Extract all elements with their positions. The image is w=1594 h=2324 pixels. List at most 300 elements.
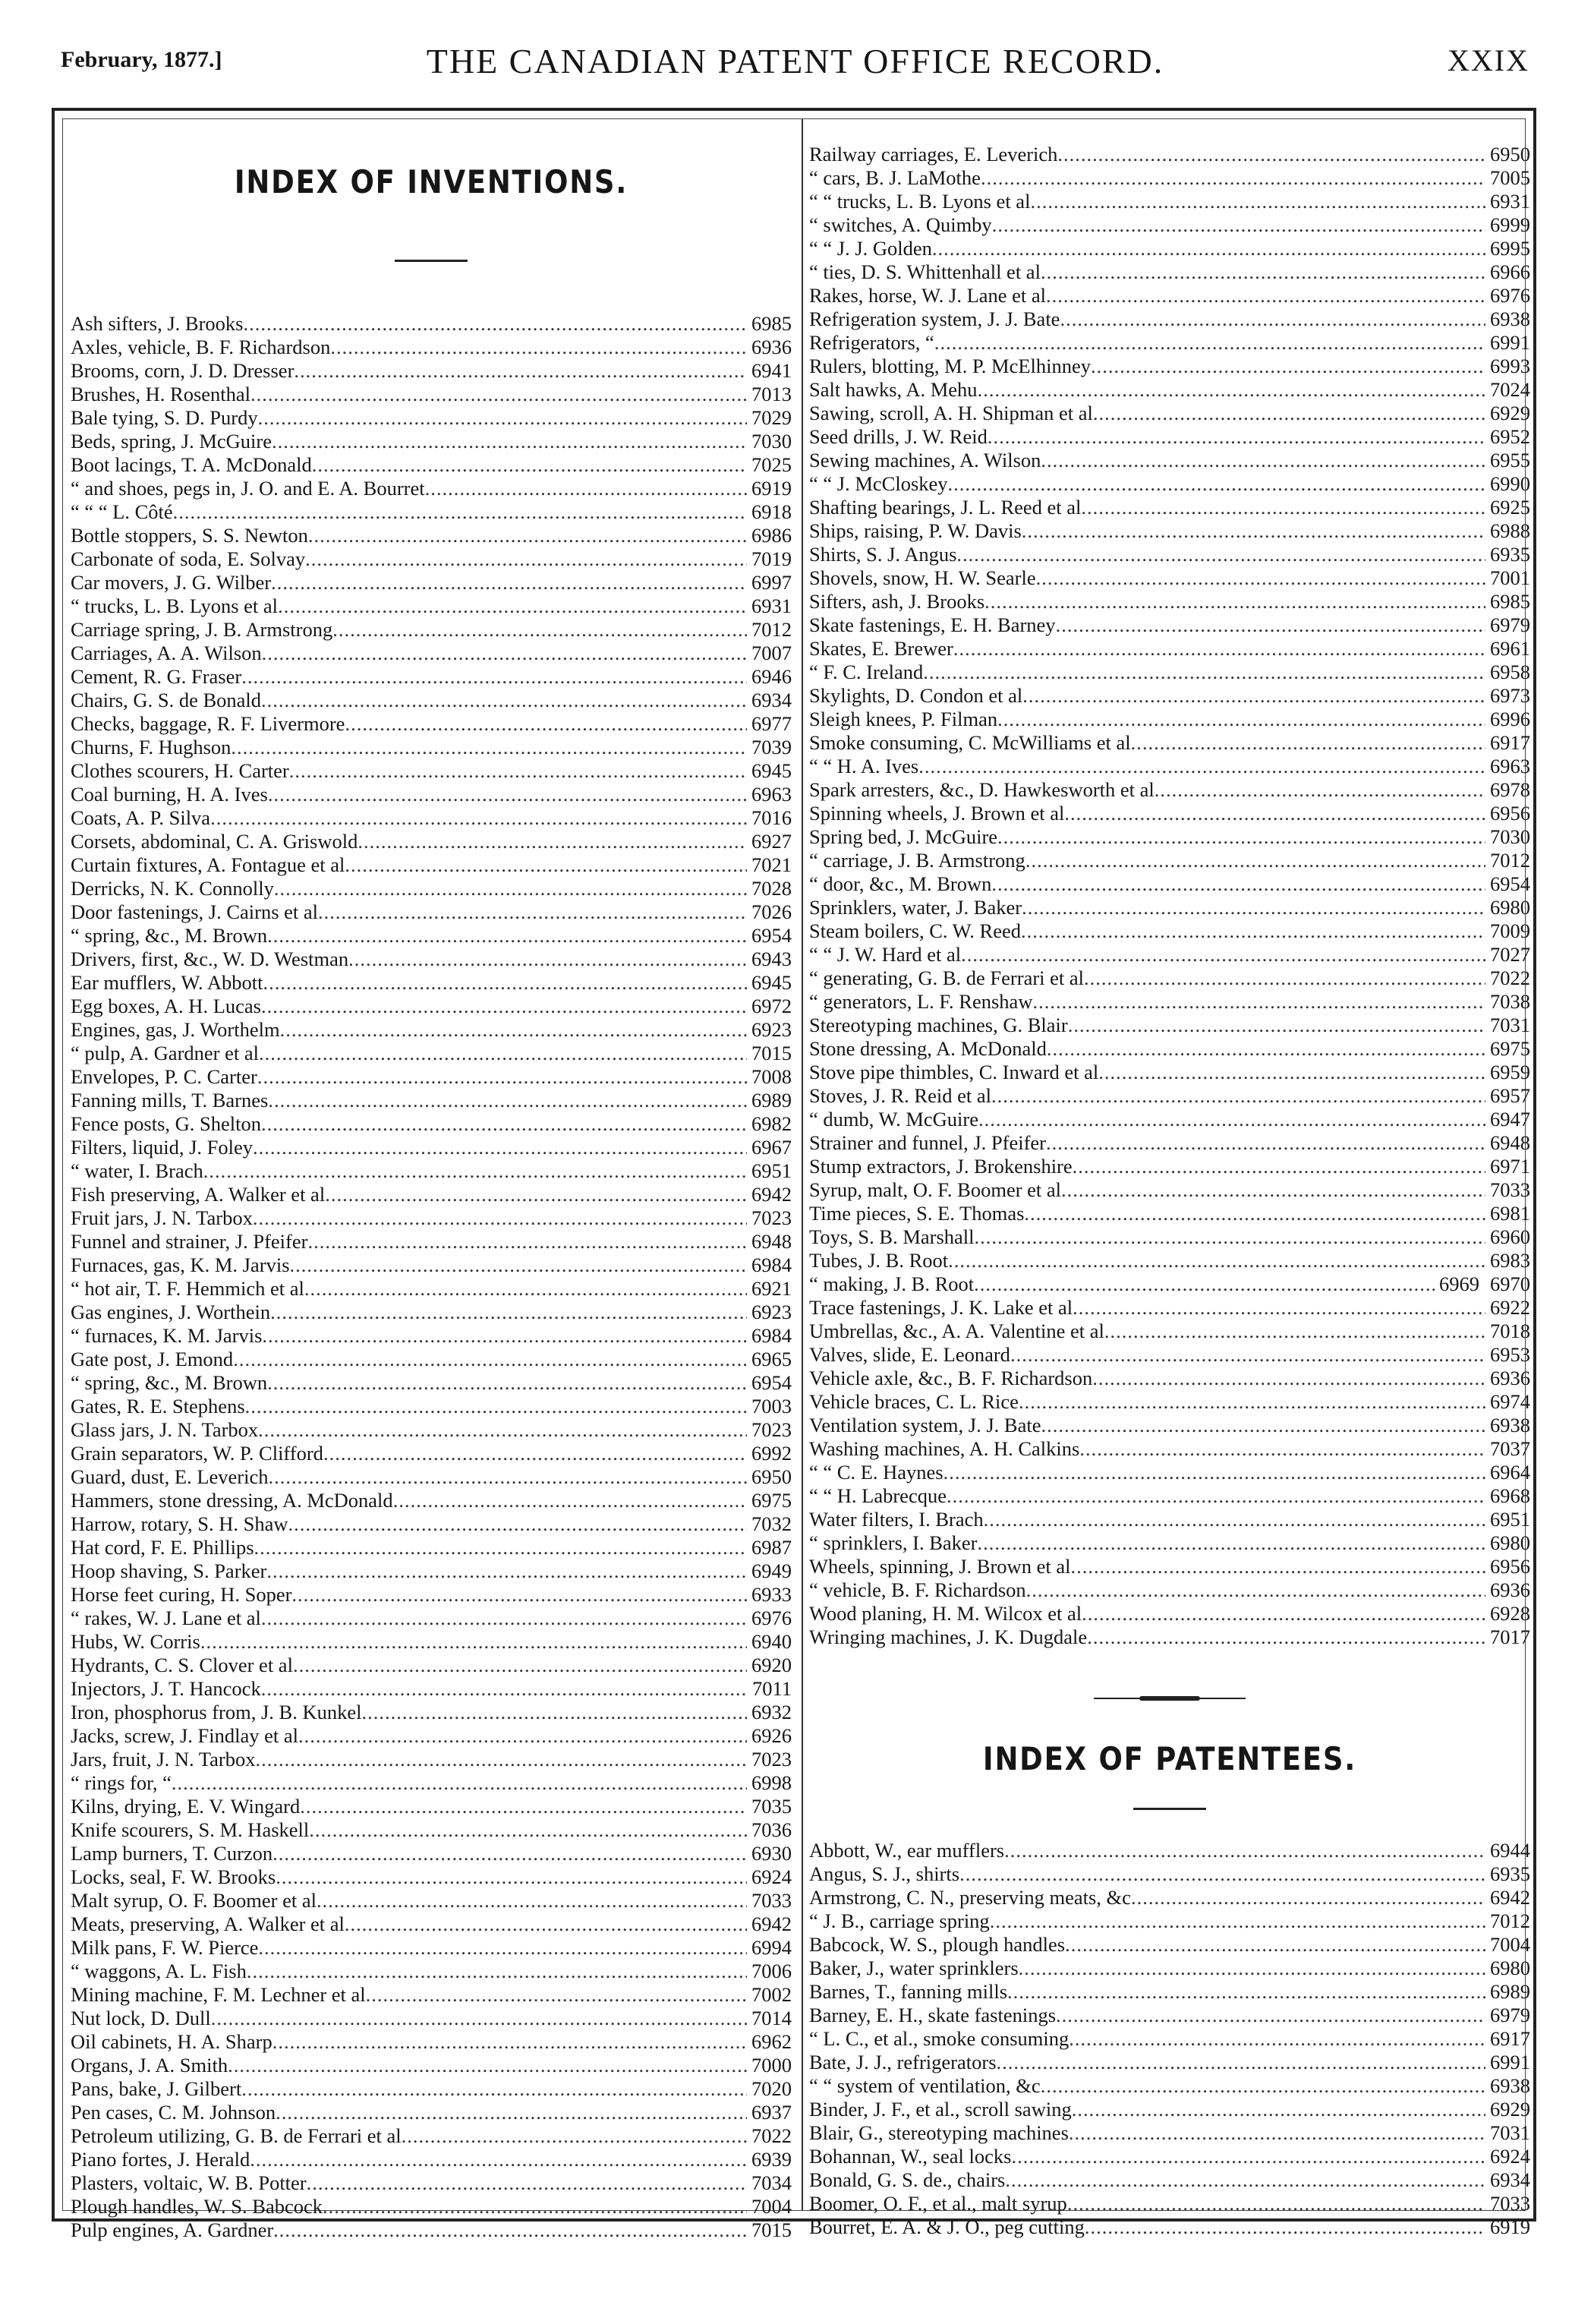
- entry-number: 7005: [1490, 166, 1530, 189]
- dot-leader: [272, 2030, 747, 2054]
- index-entry: [71, 1701, 792, 1724]
- entry-number: 7011: [751, 1677, 792, 1700]
- entry-text: Grain separators, W. P. Clifford: [71, 1442, 323, 1465]
- dot-leader: [269, 1465, 748, 1489]
- index-entry: [809, 2074, 1530, 2098]
- entry-number: 6994: [751, 1936, 792, 1959]
- entry-text: Strainer and funnel, J. Pfeifer: [809, 1131, 1047, 1154]
- dot-leader: [261, 1607, 747, 1630]
- entry-text: Water filters, I. Brach: [809, 1508, 984, 1531]
- dot-leader: [1019, 1390, 1485, 1414]
- index-entry: [809, 919, 1530, 943]
- index-entry: [71, 1089, 792, 1112]
- dot-leader: [1041, 1414, 1485, 1437]
- dot-leader: [1082, 1602, 1485, 1626]
- index-entry: [71, 1960, 792, 1983]
- index-entry: [809, 1862, 1530, 1886]
- dot-leader: [984, 1508, 1485, 1531]
- index-entry: [809, 1037, 1530, 1061]
- dot-leader: [261, 995, 747, 1018]
- entry-number: 7025: [751, 453, 792, 476]
- entry-text: “ “ J. McCloskey: [809, 472, 948, 495]
- dot-leader: [1098, 1061, 1485, 1084]
- index-entry: [809, 1531, 1530, 1555]
- entry-number: 6955: [1490, 449, 1530, 471]
- dot-leader: [345, 712, 747, 736]
- entry-number: 7013: [751, 383, 792, 405]
- entry-number: 6934: [1490, 2168, 1530, 2191]
- entry-number: 6949: [751, 1559, 792, 1582]
- entry-text: Clothes scourers, H. Carter: [71, 759, 289, 782]
- entry-number: 7023: [751, 1418, 792, 1441]
- index-entry: [809, 543, 1530, 566]
- entry-text: Axles, vehicle, B. F. Richardson: [71, 336, 331, 358]
- index-entry: [809, 802, 1530, 825]
- index-entry: [809, 613, 1530, 637]
- dot-leader: [233, 1348, 747, 1371]
- entry-text: Pen cases, C. M. Johnson: [71, 2101, 276, 2124]
- index-entry: [71, 430, 792, 453]
- entry-text: Fruit jars, J. N. Tarbox: [71, 1206, 253, 1229]
- dot-leader: [288, 1512, 747, 1536]
- entry-text: Spark arresters, &c., D. Hawkesworth et al: [809, 778, 1155, 801]
- entry-text: “ pulp, A. Gardner et al: [71, 1042, 259, 1064]
- index-entry: [71, 1465, 792, 1489]
- entry-text: “ rings for, “: [71, 1771, 172, 1794]
- entry-number: 6986: [751, 524, 792, 547]
- entry-number: 7038: [1490, 990, 1530, 1013]
- index-entry: [71, 359, 792, 383]
- index-entry: [809, 331, 1530, 355]
- index-entry: [809, 1272, 1530, 1296]
- index-entry: [71, 594, 792, 618]
- index-entry: [71, 642, 792, 665]
- index-entry: [809, 2004, 1530, 2027]
- dot-leader: [308, 524, 747, 547]
- index-entry: [71, 1512, 792, 1536]
- dot-leader: [1046, 284, 1485, 307]
- entry-number: 6974: [1490, 1390, 1530, 1413]
- index-entry: [809, 1980, 1530, 2004]
- entry-number: 6935: [1490, 1862, 1530, 1885]
- entry-number: 7030: [751, 430, 792, 453]
- entry-text: Carriages, A. A. Wilson: [71, 642, 262, 664]
- dot-leader: [307, 1230, 747, 1253]
- index-entry: [809, 1202, 1530, 1225]
- index-entry: [809, 1909, 1530, 1933]
- index-entry: [71, 477, 792, 500]
- entry-text: Bale tying, S. D. Purdy: [71, 406, 258, 429]
- dot-leader: [1131, 1886, 1485, 1909]
- entry-text: Umbrellas, &c., A. A. Valentine et al: [809, 1320, 1104, 1342]
- dot-leader: [988, 425, 1485, 449]
- entry-text: Iron, phosphorus from, J. B. Kunkel: [71, 1701, 362, 1723]
- index-entry: [809, 1390, 1530, 1414]
- index-entry: [71, 689, 792, 712]
- entry-number: 6998: [751, 1771, 792, 1794]
- header-title: THE CANADIAN PATENT OFFICE RECORD.: [426, 42, 1164, 80]
- index-entry: [809, 2098, 1530, 2121]
- entry-number: 6953: [1490, 1343, 1530, 1366]
- dot-leader: [290, 1253, 747, 1277]
- index-entry: [809, 778, 1530, 802]
- index-entry: [809, 2027, 1530, 2051]
- dot-leader: [1072, 2098, 1485, 2121]
- index-entry: [809, 1578, 1530, 1602]
- entry-number: 7031: [1490, 1014, 1530, 1036]
- index-entry: [809, 2168, 1530, 2192]
- entry-number: 6944: [1490, 1839, 1530, 1862]
- dot-leader: [268, 783, 747, 806]
- dot-leader: [959, 1862, 1485, 1886]
- entry-text: Petroleum utilizing, G. B. de Ferrari et al: [71, 2124, 402, 2147]
- entry-text: “ trucks, L. B. Lyons et al: [71, 594, 279, 617]
- entry-number: 6929: [1490, 402, 1530, 424]
- dot-leader: [203, 1159, 747, 1183]
- index-entry: [71, 1654, 792, 1677]
- index-entry: [71, 1889, 792, 1912]
- index-entry: [71, 2030, 792, 2054]
- index-entry: [809, 2192, 1530, 2215]
- entry-text: “ “ trucks, L. B. Lyons et al: [809, 190, 1031, 213]
- index-entry: [71, 1607, 792, 1630]
- entry-text: Drivers, first, &c., W. D. Westman: [71, 948, 349, 970]
- dot-leader: [1061, 1178, 1485, 1202]
- entry-number: 6937: [751, 2101, 792, 2124]
- dot-leader: [978, 1531, 1486, 1555]
- entry-number: 7035: [751, 1795, 792, 1818]
- dot-leader: [312, 453, 747, 477]
- entry-text: Sprinklers, water, J. Baker: [809, 896, 1022, 919]
- page-frame: [52, 108, 1536, 2241]
- index-entry: [809, 2121, 1530, 2145]
- entry-text: “ door, &c., M. Brown: [809, 872, 992, 895]
- entry-number: 7023: [751, 1748, 792, 1771]
- entry-text: Rulers, blotting, M. P. McElhinney: [809, 355, 1091, 377]
- entry-number: 6923: [751, 1018, 792, 1041]
- entry-number: 6934: [751, 689, 792, 711]
- patentees-title: INDEX OF PATENTEES.: [982, 1740, 1357, 1777]
- entry-number: 6954: [751, 924, 792, 947]
- page-frame-inner: [62, 118, 1530, 2241]
- entry-text: Knife scourers, S. M. Haskell: [71, 1818, 310, 1841]
- entry-number: 7032: [751, 1512, 792, 1535]
- dot-leader: [280, 1018, 747, 1042]
- entry-number: 6936: [1490, 1578, 1530, 1601]
- index-entry: [809, 1061, 1530, 1084]
- entry-text: “ switches, A. Quimby: [809, 213, 992, 236]
- entry-number: 7015: [751, 1042, 792, 1064]
- entry-text: Shirts, S. J. Angus: [809, 543, 957, 566]
- dot-leader: [259, 1042, 747, 1065]
- index-entry: [71, 1583, 792, 1607]
- dot-leader: [1092, 1367, 1485, 1390]
- entry-number: 6975: [751, 1489, 792, 1512]
- index-entry: [71, 665, 792, 689]
- entry-number: 6980: [1490, 896, 1530, 919]
- dot-leader: [1068, 1014, 1485, 1037]
- entry-number: 6938: [1490, 1414, 1530, 1436]
- dot-leader: [992, 213, 1485, 237]
- index-entry: [71, 1442, 792, 1465]
- dot-leader: [253, 1136, 747, 1159]
- dot-leader: [1079, 1437, 1485, 1461]
- entry-text: Sewing machines, A. Wilson: [809, 449, 1041, 471]
- dot-leader: [981, 166, 1485, 190]
- dot-leader: [997, 2051, 1485, 2074]
- entry-text: Wood planing, H. M. Wilcox et al: [809, 1602, 1082, 1625]
- entry-text: Time pieces, S. E. Thomas: [809, 1202, 1025, 1225]
- entry-number: 7033: [1490, 1178, 1530, 1201]
- entry-number: 7021: [751, 853, 792, 876]
- entry-text: Smoke consuming, C. McWilliams et al: [809, 731, 1131, 754]
- dot-leader: [266, 1559, 747, 1583]
- index-entry: [71, 618, 792, 642]
- index-entry: [71, 1842, 792, 1865]
- entry-number: 7012: [1490, 849, 1530, 872]
- dot-leader: [241, 2077, 747, 2101]
- dot-leader: [257, 1065, 747, 1089]
- dot-leader: [1070, 1555, 1485, 1578]
- entry-text: “ generating, G. B. de Ferrari et al: [809, 966, 1085, 989]
- index-entry: [809, 2215, 1530, 2239]
- index-entry: [809, 825, 1530, 849]
- entry-number: 7016: [751, 806, 792, 829]
- dot-leader: [317, 1889, 747, 1912]
- entry-text: “ furnaces, K. M. Jarvis: [71, 1324, 263, 1347]
- entry-number: 6942: [751, 1912, 792, 1935]
- entry-number: 6923: [751, 1301, 792, 1323]
- index-entry: [809, 684, 1530, 708]
- entry-number: 6950: [751, 1465, 792, 1488]
- index-entry: [71, 1818, 792, 1842]
- left-column: [71, 119, 792, 2242]
- entry-number: 6959: [1490, 1061, 1530, 1083]
- entry-text: Railway carriages, E. Leverich: [809, 143, 1058, 166]
- entry-text: Bonald, G. S. de., chairs: [809, 2168, 1006, 2191]
- index-entry: [71, 853, 792, 877]
- dot-leader: [258, 1418, 747, 1442]
- index-entry: [71, 900, 792, 924]
- entry-number: 7033: [751, 1889, 792, 1912]
- dot-leader: [1069, 2027, 1485, 2051]
- index-entry: [71, 1324, 792, 1348]
- inventions-continued-list: [809, 143, 1530, 1649]
- entry-text: Barney, E. H., skate fastenings: [809, 2004, 1057, 2026]
- index-entry: [71, 2148, 792, 2171]
- entry-text: Carriage spring, J. B. Armstrong: [71, 618, 333, 641]
- entry-number: 6963: [751, 783, 792, 806]
- entry-text: “ “ “ L. Côté: [71, 500, 173, 523]
- dot-leader: [271, 571, 747, 594]
- dot-leader: [261, 689, 747, 712]
- index-entry: [809, 1626, 1530, 1649]
- index-entry: [71, 1348, 792, 1371]
- index-entry: [809, 1178, 1530, 1202]
- index-entry: [71, 2124, 792, 2148]
- dot-leader: [1093, 402, 1485, 425]
- index-entry: [809, 755, 1530, 778]
- dot-leader: [1073, 1296, 1485, 1320]
- dot-leader: [975, 1225, 1485, 1249]
- entry-text: Wringing machines, J. K. Dugdale: [809, 1626, 1088, 1648]
- entry-text: Vehicle axle, &c., B. F. Richardson: [809, 1367, 1093, 1389]
- right-column: [809, 119, 1530, 2239]
- index-entry: [809, 1343, 1530, 1367]
- entry-text: Trace fastenings, J. K. Lake et al: [809, 1296, 1073, 1319]
- index-entry: [71, 1395, 792, 1418]
- entry-number: 7003: [751, 1395, 792, 1417]
- dot-leader: [289, 759, 747, 783]
- index-entry: [809, 1461, 1530, 1484]
- entry-number: 6985: [1490, 590, 1530, 613]
- dot-leader: [323, 2195, 747, 2218]
- dot-leader: [1057, 143, 1485, 166]
- dot-leader: [228, 2054, 747, 2077]
- entry-number: 7039: [751, 736, 792, 758]
- entry-text: Pulp engines, A. Gardner: [71, 2218, 274, 2241]
- entry-text: Boomer, O. F., et al., malt syrup: [809, 2192, 1067, 2215]
- dot-leader: [1046, 1131, 1485, 1155]
- index-entry: [71, 1206, 792, 1230]
- index-entry: [71, 736, 792, 759]
- entry-text: “ hot air, T. F. Hemmich et al: [71, 1277, 304, 1300]
- entry-text: Hydrants, C. S. Clover et al: [71, 1654, 293, 1676]
- dot-leader: [1104, 1320, 1485, 1343]
- entry-number: 6960: [1490, 1225, 1530, 1248]
- entry-text: Car movers, J. G. Wilber: [71, 571, 272, 594]
- entry-text: Plasters, voltaic, W. B. Potter: [71, 2171, 307, 2194]
- dot-leader: [307, 2171, 747, 2195]
- entry-number: 6930: [751, 1842, 792, 1865]
- entry-number: 6967: [751, 1136, 792, 1159]
- dot-leader: [1073, 1155, 1485, 1178]
- entry-number: 7022: [1490, 966, 1530, 989]
- index-entry: [809, 1108, 1530, 1131]
- dot-leader: [1025, 849, 1485, 872]
- entry-number: 6983: [1490, 1249, 1530, 1272]
- entry-number: 6981: [1490, 1202, 1530, 1225]
- index-entry: [809, 449, 1530, 472]
- index-entry: [809, 990, 1530, 1014]
- entry-number: 6939: [751, 2148, 792, 2171]
- dot-leader: [953, 637, 1485, 661]
- dot-leader: [991, 1084, 1485, 1108]
- dot-leader: [253, 1206, 747, 1230]
- entry-text: Skylights, D. Condon et al: [809, 684, 1023, 707]
- dot-leader: [262, 642, 747, 665]
- index-entry: [809, 1014, 1530, 1037]
- dot-leader: [272, 430, 747, 453]
- dot-leader: [1032, 990, 1485, 1014]
- dot-leader: [1005, 2168, 1485, 2192]
- index-entry: [71, 1630, 792, 1654]
- entry-number: 7034: [751, 2171, 792, 2194]
- entry-text: Ships, raising, P. W. Davis: [809, 519, 1022, 542]
- entry-number: 6993: [1490, 355, 1530, 377]
- index-entry: [71, 1724, 792, 1748]
- dot-leader: [1007, 1980, 1485, 2004]
- index-entry: [809, 1484, 1530, 1508]
- entry-text: Syrup, malt, O. F. Boomer et al: [809, 1178, 1062, 1201]
- index-entry: [71, 806, 792, 830]
- entry-text: Hubs, W. Corris: [71, 1630, 200, 1653]
- entry-number: 6951: [1490, 1508, 1530, 1531]
- index-entry: [809, 1296, 1530, 1320]
- entry-number: 6976: [751, 1607, 792, 1629]
- entry-text: Hoop shaving, S. Parker: [71, 1559, 267, 1582]
- entry-number: 7000: [751, 2054, 792, 2076]
- dot-leader: [247, 1960, 747, 1983]
- entry-number: 7027: [1490, 943, 1530, 966]
- entry-text: Spring bed, J. McGuire: [809, 825, 998, 848]
- index-entry: [809, 872, 1530, 896]
- index-entry: [809, 566, 1530, 590]
- dot-leader: [270, 1301, 747, 1324]
- entry-text: Gate post, J. Emond: [71, 1348, 234, 1370]
- dot-leader: [291, 1583, 747, 1607]
- ornament-rule: [1094, 1695, 1246, 1702]
- index-entry: [71, 948, 792, 971]
- dot-leader: [262, 1324, 747, 1348]
- dot-leader: [305, 547, 747, 571]
- dot-leader: [318, 900, 747, 924]
- entry-number: 6928: [1490, 1602, 1530, 1625]
- index-entry: [71, 1418, 792, 1442]
- dot-leader: [231, 736, 747, 759]
- entry-text: “ “ C. E. Haynes: [809, 1461, 943, 1484]
- index-entry: [71, 1371, 792, 1395]
- column-divider: [802, 119, 803, 2210]
- dot-leader: [961, 943, 1485, 966]
- entry-text: Stove pipe thimbles, C. Inward et al: [809, 1061, 1099, 1083]
- index-entry: [71, 500, 792, 524]
- index-entry: [809, 731, 1530, 755]
- entry-number: 6948: [751, 1230, 792, 1253]
- entry-number: 7002: [751, 1983, 792, 2006]
- entry-text: Spinning wheels, J. Brown et al: [809, 802, 1065, 825]
- entry-text: Valves, slide, E. Leonard: [809, 1343, 1010, 1366]
- dot-leader: [1030, 190, 1485, 213]
- index-entry: [71, 524, 792, 547]
- entry-number: 6956: [1490, 1555, 1530, 1578]
- entry-number: 6973: [1490, 684, 1530, 707]
- dot-leader: [1131, 731, 1485, 755]
- entry-text: Sleigh knees, P. Filman: [809, 708, 998, 730]
- entry-text: “ “ J. J. Golden: [809, 237, 932, 260]
- dot-leader: [974, 1272, 1435, 1296]
- index-entry: [809, 1602, 1530, 1626]
- entry-text: Mining machine, F. M. Lechner et al: [71, 1983, 366, 2006]
- dot-leader: [1065, 1933, 1485, 1957]
- entry-number: 7022: [751, 2124, 792, 2147]
- index-entry: [71, 1559, 792, 1583]
- entry-number: 6954: [751, 1371, 792, 1394]
- dot-leader: [362, 1701, 748, 1724]
- entry-text: “ “ system of ventilation, &c: [809, 2074, 1041, 2097]
- entry-text: Boot lacings, T. A. McDonald: [71, 453, 312, 476]
- index-entry: [71, 1795, 792, 1818]
- index-entry: [71, 1489, 792, 1512]
- entry-text: Stone dressing, A. McDonald: [809, 1037, 1047, 1060]
- entry-text: Injectors, J. T. Hancock: [71, 1677, 261, 1700]
- entry-number: 7031: [1490, 2121, 1530, 2144]
- dot-leader: [1024, 1202, 1485, 1225]
- entry-text: Organs, J. A. Smith: [71, 2054, 228, 2076]
- entry-number: 6963: [1490, 755, 1530, 777]
- entry-text: Malt syrup, O. F. Boomer et al: [71, 1889, 317, 1912]
- entry-text: Angus, S. J., shirts: [809, 1862, 960, 1885]
